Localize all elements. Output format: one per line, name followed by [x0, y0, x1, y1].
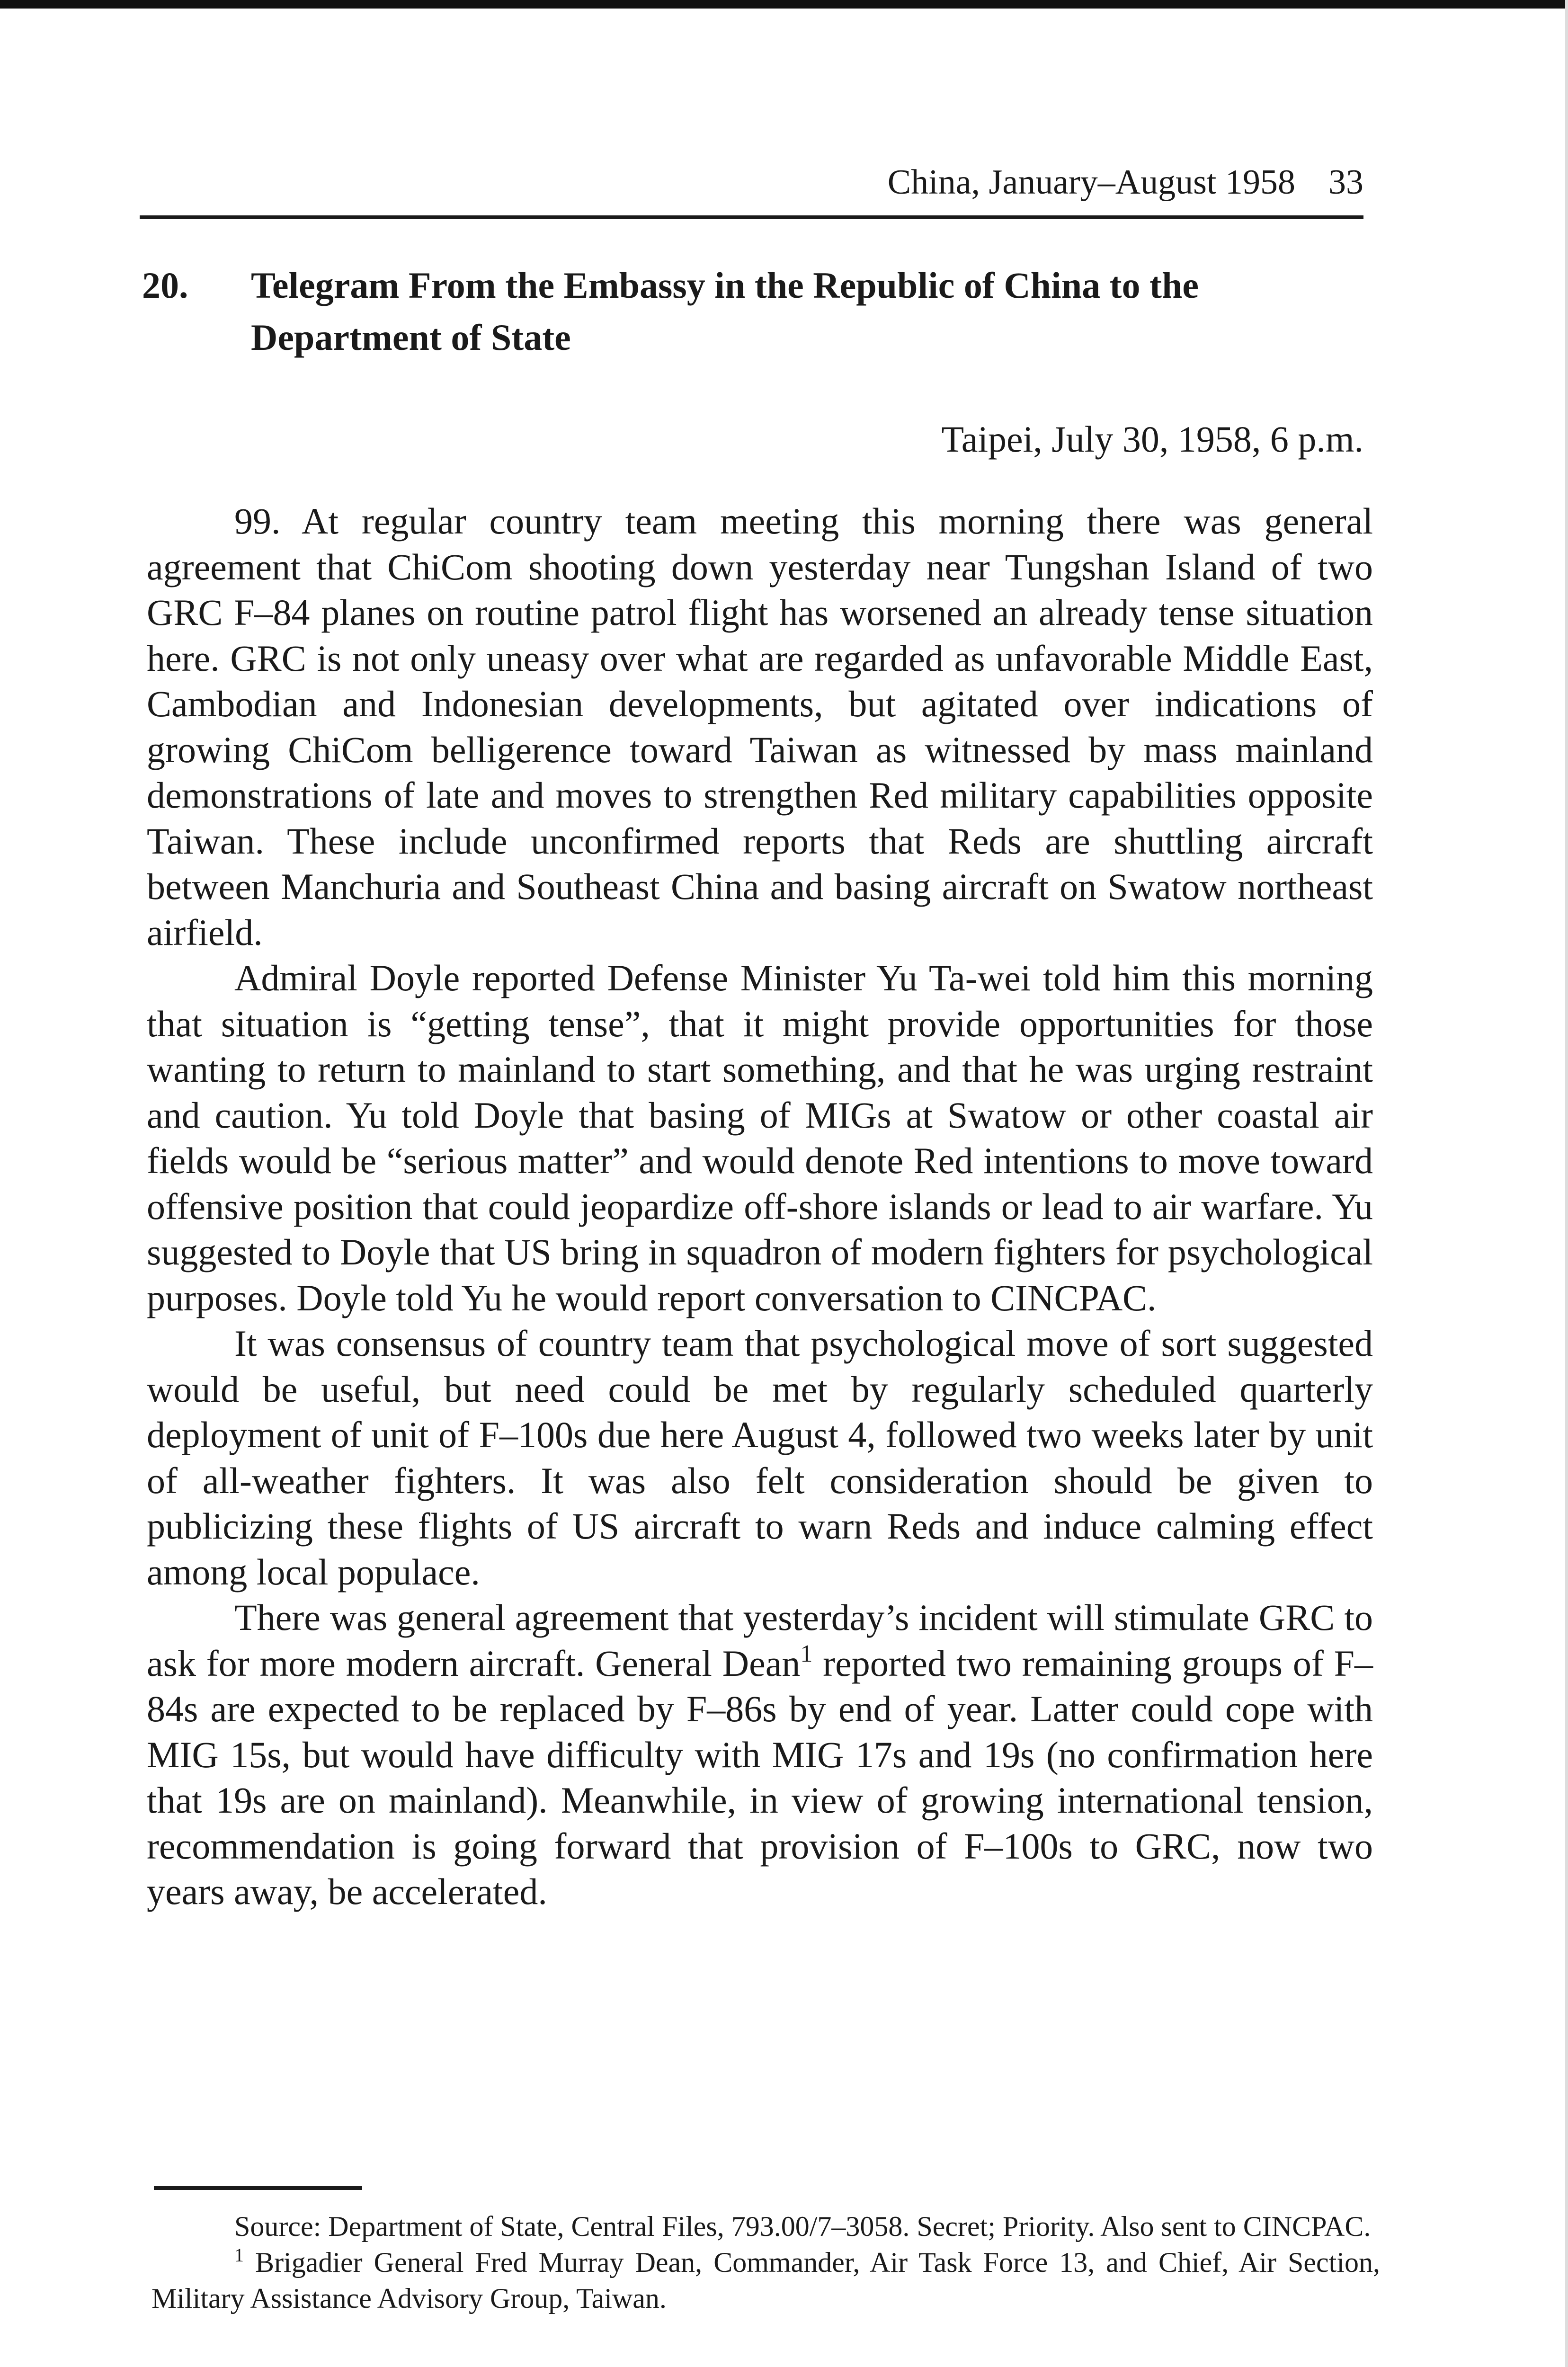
footnote-1 [151, 2244, 1380, 2316]
body-text-segment: There was general agreement that yesterday’s incident will stimulate GRC to ask for more modern aircraft. General Dean [147, 1597, 1373, 1684]
dateline: Taipei, July 30, 1958, 6 p.m. [941, 418, 1363, 460]
document-title: Telegram From the Embassy in the Republic of China to the Department of State [251, 265, 1199, 358]
document-number: 20. [142, 265, 188, 306]
footnote-marker: 1 [234, 2244, 244, 2266]
running-head [142, 156, 1363, 208]
header-rule [140, 215, 1363, 219]
footnote-text: Brigadier General Fred Murray Dean, Commander, Air Task Force 13, and Chief, Air Section, Military Assistance Advisory Group, Taiwan. [151, 2247, 1380, 2314]
body-paragraph: Admiral Doyle reported Defense Minister Yu Ta-wei told him this morning that situation is “getting tense”, that it might provide opportunities for those wanting to return to mainland to start something, and that he was urging restraint and caution. Yu told Doyle that basing of MIGs at Swatow or other coastal air fields would be “serious matter” and would denote Red intentions to move toward offensive position that could jeopardize off-shore islands or lead to air warfare. Yu suggested to Doyle that US bring in squadron of modern fighters for psychological purposes. Doyle told Yu he would report conversation to CINCPAC. [147, 957, 1373, 1318]
footnote-reference: 1 [800, 1640, 813, 1667]
body-text-segment: reported two remaining groups of F–84s are expected to be replaced by F–86s by end of year. Latter could cope with MIG 15s, but would have difficulty with MIG 17s and 19s (no confirmation here that 19s are on mainland). Meanwhile, in view of growing international tension, recommendation is going forward that provision of F–100s to GRC, now two years away, be accelerated. [147, 1642, 1373, 1912]
scan-right-edge [1565, 0, 1568, 2367]
body-paragraph: 99. At regular country team meeting this morning there was general agreement that ChiCom shooting down yesterday near Tungshan Island of two GRC F–84 planes on routine patrol flight has worsened an already tense situation here. GRC is not only uneasy over what are regarded as unfavorable Middle East, Cambodian and Indonesian developments, but agitated over indications of growing ChiCom belligerence toward Taiwan as witnessed by mass mainland demonstrations of late and moves to strengthen Red military capabilities opposite Taiwan. These include unconfirmed reports that Reds are shuttling aircraft between Manchuria and Southeast China and basing aircraft on Swatow northeast airfield. [147, 500, 1373, 953]
body-paragraph: It was consensus of country team that psychological move of sort suggested would be useful, but need could be met by regularly scheduled quarterly deployment of unit of F–100s due here August 4, followed two weeks later by unit of all-weather fighters. It was also felt consideration should be given to publicizing these flights of US aircraft to warn Reds and induce calming effect among local populace. [147, 1323, 1373, 1593]
page-number: 33 [1328, 163, 1363, 202]
scan-top-edge [0, 0, 1568, 9]
running-head-title: China, January–August 1958 [887, 163, 1295, 202]
source-note: Source: Department of State, Central Files, 793.00/7–3058. Secret; Priority. Also sent to CINCPAC. [234, 2211, 1371, 2242]
footnote-rule [154, 2186, 362, 2190]
footnotes [151, 2208, 1380, 2316]
body-paragraph [147, 1595, 1373, 1915]
document-body [147, 498, 1373, 1915]
